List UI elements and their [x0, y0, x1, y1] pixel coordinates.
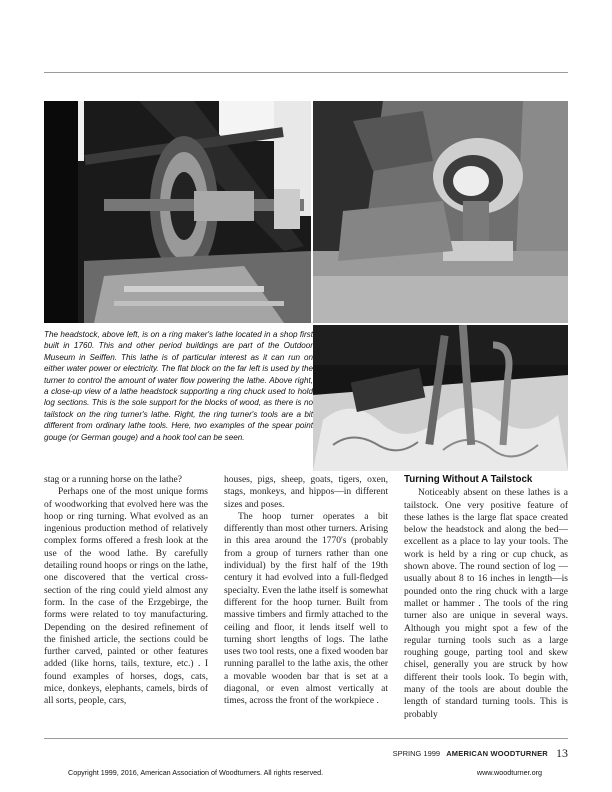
- page-footer: [393, 746, 568, 761]
- bottom-rule: [44, 738, 568, 739]
- text-column-3: [404, 474, 568, 721]
- paragraph: houses, pigs, sheep, goats, tigers, oxen, stags, monkeys, and hippos—in different sizes and poses.: [224, 475, 388, 510]
- website-link[interactable]: www.woodturner.org: [476, 768, 542, 777]
- text-column-1: [44, 474, 208, 708]
- top-rule: [44, 72, 568, 73]
- lathe-headstock-photo: [44, 101, 311, 323]
- photo-caption: The headstock, above left, is on a ring maker's lathe located in a shop first built in 1760. This and other period buildings are part of the Outdoor Museum in Seiffen. This lathe is of particular interest as it can run on either water power or electricity. The flat block on the far left is used by the turner to control the amount of water flow powering the lathe. Above right, a close-up view of a lathe headstock supporting a ring chuck used to hold log sections. This is the sole support for the blocks of wood, as there is no tailstock on the ring turner's lathe. Right, the ring turner's tools are a bit different from ordinary lathe tools. Here, two examples of the spear point gouge (or German gouge) and a hook tool can be seen.: [44, 330, 313, 442]
- paragraph: The hoop turner operates a bit differently than most other turners. Arising in this area around the 1770's (probably from a group of turners rather than one individual) by the first half of the 19th century it had evolved into a full-fledged specialty. Even the lathe itself is somewhat different for the hoop turner. Built from massive timbers and firmly attached to the ceiling and floor, it lends itself well to turning short lengths of logs. The lathe uses two tool rests, one a fixed wooden bar running parallel to the lathe axis, the other a movable wooden bar that is set at a diagonal, or even almost vertically at times, across the front of the workpiece .: [224, 511, 388, 707]
- ring-turner-tools-photo: [313, 325, 568, 471]
- page-number: 13: [556, 746, 568, 760]
- paragraph: Noticeably absent on these lathes is a tailstock. One very positive feature of these lathes is the large flat space created below the headstock and along the bed—excellent as a place to lay your tools. The work is held by a ring or cup chuck, as shown above. The round section of log —usually about 8 to 16 inches in length—is pounded onto the ring chuck with a large mallet or hammer . The tools of the ring turner also are unique in several ways. Although you might spot a few of the regular turning tools such as a large roughing gouge, parting tool and skew chisel, generally you are struck by how different their tools look. To begin with, many of the tools are about double the length of standard turning tools. This is probably: [404, 488, 568, 720]
- paragraph: stag or a running horse on the lathe?: [44, 475, 182, 485]
- copyright-notice: Copyright 1999, 2016, American Association of Woodturners. All rights reserved.: [68, 768, 324, 777]
- magazine-name: AMERICAN WOODTURNER: [446, 749, 548, 758]
- section-heading: Turning Without A Tailstock: [404, 474, 533, 485]
- issue-season: SPRING 1999: [392, 749, 441, 758]
- paragraph: Perhaps one of the most unique forms of woodworking that evolved here was the hoop or ring turning. What evolved as an ingenious production method of relatively complex forms offered a fresh look at the use of the wood lathe. By carefully detailing round hoops or rings on the lathe, one discovered that the vertical cross-section of the ring could yield almost any form. In the case of the Erzgebirge, the forms were related to toy manufacturing. Depending on the desired refinement of the finished article, the sections could be further carved, painted or other features added (like horns, tails, texture, etc.) . I found examples of horses, dogs, cats, mice, donkeys, elephants, camels, birds of all sorts, people, cars,: [44, 487, 208, 707]
- ring-chuck-closeup-photo: [313, 101, 568, 323]
- text-column-2: [224, 474, 388, 708]
